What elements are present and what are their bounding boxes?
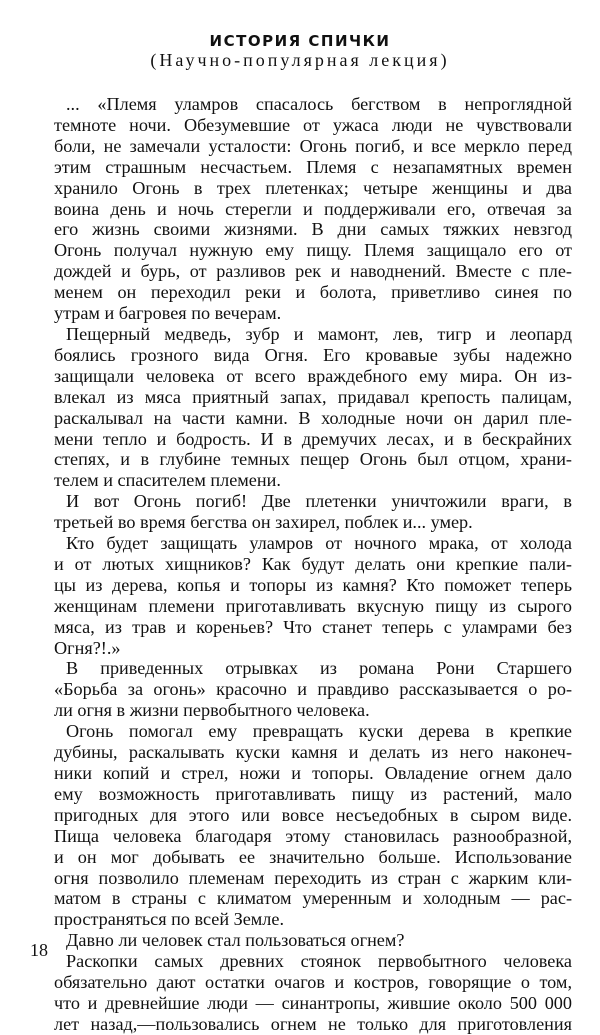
text-line: огня позволило племенам переходить из стран с жарким кли-: [54, 867, 572, 888]
text-line: боялись грозного вида Огня. Его кровавые зубы надежно: [54, 344, 572, 365]
text-line: раскалывал на части камни. В холодные ночи он дарил пле-: [54, 407, 572, 428]
text-line: пригодных для этого или вовсе несъедобных в сыром виде.: [54, 804, 572, 825]
text-line: утрам и багровея по вечерам.: [54, 303, 282, 324]
text-line: ли огня в жизни первобытного человека.: [54, 700, 370, 721]
text-line: его жизнь своими жизнями. В дни самых тяжких невзгод: [54, 219, 572, 240]
text-line: Раскопки самых древних стоянок первобытного человека: [66, 951, 572, 972]
text-line: дождей и бурь, от разливов рек и наводнений. Вместе с пле-: [54, 261, 572, 282]
body-text: [54, 94, 572, 1035]
page-number: 18: [30, 940, 48, 960]
text-line: влекал из мяса приятный запах, придавал крепость палицам,: [54, 386, 572, 407]
text-line: И вот Огонь погиб! Две плетенки уничтожили враги, в: [66, 491, 572, 512]
text-line: Огонь помогал ему превращать куски дерева в крепкие: [66, 721, 572, 742]
text-line: Огня?!.»: [54, 637, 121, 658]
text-line: мяса, из трав и кореньев? Что станет теперь с уламрами без: [54, 616, 572, 637]
text-line: Пещерный медведь, зубр и мамонт, лев, тигр и леопард: [66, 323, 572, 344]
text-line: женщинам племени приготавливать вкусную пищу из сырого: [54, 595, 572, 616]
text-line: Давно ли человек стал пользоваться огнем?: [66, 930, 405, 951]
text-line: пространяться по всей Земле.: [54, 909, 284, 930]
text-line: защищали человека от всего враждебного ему мира. Он из-: [54, 365, 572, 386]
text-line: мени тепло и бодрость. И в дремучих лесах, и в бескрайних: [54, 428, 572, 449]
text-line: и он мог добывать ее значительно больше. Использование: [54, 846, 572, 867]
text-line: и от лютых хищников? Как будут делать они крепкие пали-: [54, 553, 572, 574]
text-line: степях, и в глубине темных пещер Огонь был отцом, храни-: [54, 449, 572, 470]
text-line: цы из дерева, копья и топоры из камня? Кто поможет теперь: [54, 574, 572, 595]
text-line: ники копий и стрел, ножи и топоры. Овладение огнем дало: [54, 763, 572, 783]
text-line: Огонь получал нужную ему пищу. Племя защищало его от: [54, 240, 572, 261]
text-line: телем и спасителем племени.: [54, 470, 281, 491]
text-line: лет назад,—пользовались огнем не только для приготовления: [54, 1013, 572, 1034]
text-line: ему возможность приготавливать пищу из растений, мало: [54, 783, 572, 804]
text-line: В приведенных отрывках из романа Рони Старшего: [66, 658, 572, 679]
text-line: третьей во время бегства он захирел, поблек и... умер.: [54, 512, 473, 533]
text-line: что и древнейшие люди — синантропы, жившие около 500 000: [54, 992, 572, 1013]
text-line: обязательно дают остатки очагов и костров, говорящие о том,: [54, 972, 572, 993]
text-line: хранило Огонь в трех плетенках; четыре женщины и два: [54, 177, 572, 198]
text-line: ... «Племя уламров спасалось бегством в непроглядной: [66, 94, 572, 114]
text-line: темноте ночи. Обезумевшие от ужаса люди не чувствовали: [54, 114, 572, 135]
text-line: Кто будет защищать уламров от ночного мрака, от холода: [66, 533, 572, 554]
text-line: менем он переходил реки и болота, приветливо синея по: [54, 282, 572, 303]
text-line: боли, не замечали усталости: Огонь погиб, и все меркло перед: [54, 135, 572, 156]
text-line: дубины, раскалывать куски камня и делать из него наконеч-: [54, 742, 572, 763]
page-title: ИСТОРИЯ СПИЧКИ: [209, 32, 391, 50]
text-line: матом в страны с климатом умеренным и холодным — рас-: [54, 888, 572, 909]
text-line: воина день и ночь стерегли и поддерживали его, отвечая за: [54, 198, 572, 219]
text-line: этим страшным несчастьем. Племя с незапамятных времен: [54, 156, 572, 177]
page-subtitle: (Научно-популярная лекция): [150, 50, 450, 70]
text-line: «Борьба за огонь» красочно и правдиво рассказывается о ро-: [54, 679, 572, 700]
text-line: Пища человека благодаря этому становилась разнообразной,: [54, 825, 572, 846]
